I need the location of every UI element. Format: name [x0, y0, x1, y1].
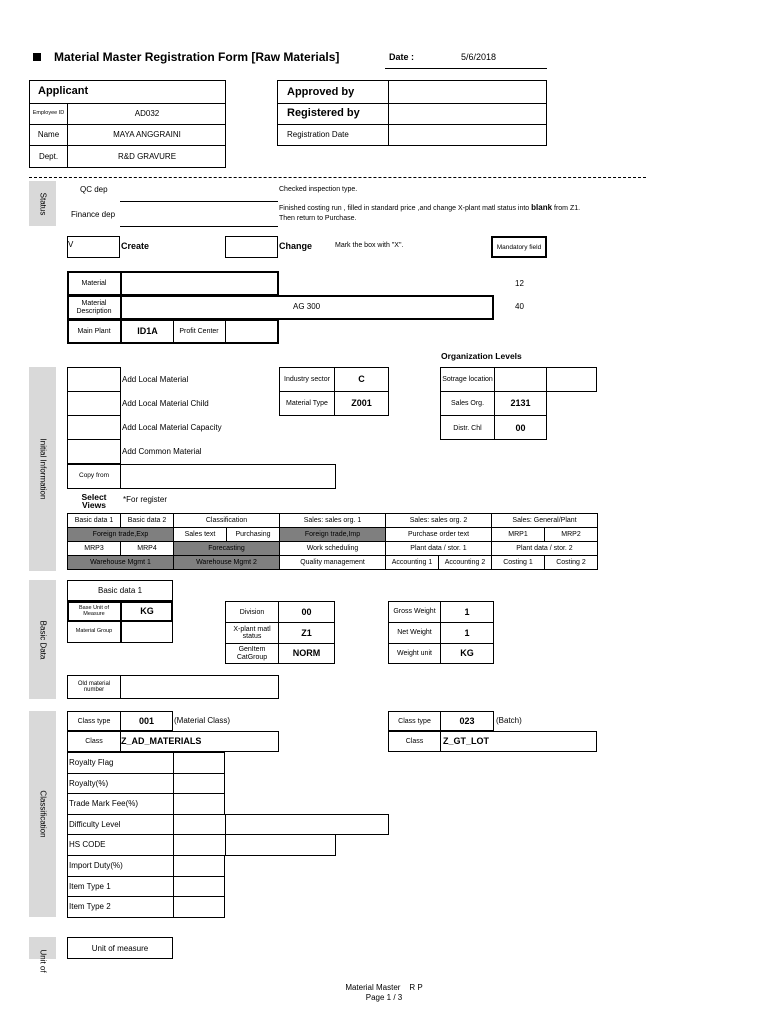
name-value[interactable]: MAYA ANGGRAINI	[113, 130, 181, 139]
view-option[interactable]: Costing 1	[492, 556, 545, 570]
status-note-2: Finished costing run , filled in standard price ,and change X-plant matl status into blank from Z1.	[279, 203, 581, 212]
create-label: Create	[121, 241, 150, 251]
dept-value[interactable]: R&D GRAVURE	[117, 151, 177, 161]
views-row	[68, 514, 598, 528]
registration-date-field[interactable]	[389, 125, 546, 145]
copy-from-label: Copy from	[79, 472, 109, 480]
status-note-3: Then return to Purchase.	[279, 215, 357, 222]
approved-by-label: Approved by	[287, 86, 355, 98]
class-1-value[interactable]: Z_AD_MATERIALS	[121, 736, 202, 746]
description-label: Material Description	[76, 300, 112, 315]
weight-unit-label: Weight unit	[397, 650, 432, 657]
classtype-2-label: Class type	[398, 717, 431, 725]
old-material-label: Old material number	[77, 680, 111, 693]
class-2-value[interactable]: Z_GT_LOT	[443, 736, 490, 746]
material-field[interactable]	[122, 273, 277, 294]
characteristic-value-field[interactable]	[174, 774, 225, 794]
view-option[interactable]: Warehouse Mgmt 2	[174, 556, 280, 570]
name-label: Name	[37, 130, 60, 139]
add-capacity-label: Add Local Material Capacity	[122, 423, 222, 432]
characteristic-label: Royalty Flag	[69, 758, 114, 767]
view-option[interactable]: Quality management	[280, 556, 386, 570]
add-child-label: Add Local Material Child	[122, 399, 209, 408]
employee-id-label: Employee ID	[32, 110, 65, 117]
status-side-label: Status	[29, 181, 56, 226]
view-option[interactable]: MRP3	[68, 542, 121, 556]
view-option[interactable]: Warehouse Mgmt 1	[68, 556, 174, 570]
footer-doc-name: Material Master R P	[345, 983, 423, 992]
view-option[interactable]: Work scheduling	[280, 542, 386, 556]
material-length: 12	[515, 279, 524, 288]
view-option[interactable]: Foreign trade,Imp	[280, 528, 386, 542]
characteristic-label: Import Duty(%)	[69, 861, 123, 870]
characteristic-value-field[interactable]	[174, 877, 225, 897]
views-row	[68, 556, 598, 570]
description-value[interactable]: AG 300	[293, 302, 321, 311]
classtype-2-note: (Batch)	[496, 716, 522, 725]
classtype-2-value[interactable]: 023	[459, 715, 475, 726]
employee-id-value: AD032	[134, 109, 160, 118]
view-option[interactable]: Sales text	[174, 528, 227, 542]
registered-by-label: Registered by	[287, 107, 360, 119]
for-register-note: *For register	[123, 495, 168, 504]
storage-location-label: Sotrage location	[442, 375, 493, 383]
material-type-label: Material Type	[286, 399, 328, 407]
view-option[interactable]: Plant data / stor. 2	[492, 542, 598, 556]
description-box	[67, 295, 494, 320]
add-common-label: Add Common Material	[122, 447, 202, 456]
copy-from-field[interactable]	[121, 465, 335, 488]
qc-dep-label: QC dep	[80, 185, 108, 194]
views-row	[68, 528, 598, 542]
distr-chl-value[interactable]: 00	[515, 422, 526, 433]
create-checkbox[interactable]	[67, 236, 120, 258]
division-value[interactable]: 00	[301, 606, 312, 617]
mandatory-field-legend: Mandatory field	[491, 236, 547, 258]
add-local-checkbox[interactable]	[68, 368, 120, 391]
material-group-field[interactable]	[122, 622, 172, 642]
view-option[interactable]: Sales: sales org. 1	[280, 514, 386, 528]
characteristic-value-field[interactable]	[174, 835, 225, 855]
date-label: Date :	[389, 52, 415, 62]
view-option[interactable]: Plant data / stor. 1	[386, 542, 492, 556]
registered-by-field[interactable]	[389, 104, 546, 124]
date-underline	[385, 68, 547, 69]
xplant-status-value[interactable]: Z1	[301, 627, 312, 638]
basic-data-side-label: Basic Data	[29, 580, 56, 699]
xplant-status-label: X-plant matl status	[233, 625, 271, 640]
classtype-1-label: Class type	[77, 717, 111, 725]
genitem-catgroup-value[interactable]: NORM	[292, 648, 321, 658]
characteristic-value-field[interactable]	[174, 794, 225, 814]
characteristic-label: Trade Mark Fee(%)	[69, 799, 139, 809]
basic-data-title-text: Basic data 1	[97, 585, 143, 595]
gross-weight-value[interactable]: 1	[464, 606, 470, 617]
mark-hint: Mark the box with "X".	[335, 242, 404, 249]
view-option[interactable]: MRP1	[492, 528, 545, 542]
section-divider	[29, 177, 646, 178]
add-common-checkbox[interactable]	[68, 440, 120, 463]
registration-date-label: Registration Date	[287, 130, 349, 139]
view-option[interactable]: Accounting 1	[386, 556, 439, 570]
add-capacity-checkbox[interactable]	[68, 416, 120, 439]
title-bullet-icon	[33, 53, 41, 61]
characteristic-label: Item Type 2	[69, 902, 111, 912]
classtype-1-value[interactable]: 001	[138, 715, 155, 726]
base-uom-value[interactable]: KG	[140, 606, 154, 616]
classtype-1-note: (Material Class)	[174, 716, 231, 725]
material-group-label: Material Group	[75, 628, 113, 635]
characteristic-value-field[interactable]	[174, 897, 225, 917]
page-title: Material Master Registration Form [Raw Materials]	[54, 50, 340, 64]
profit-center-label: Profit Center	[179, 327, 219, 335]
unit-side-label: Unit of	[29, 937, 56, 959]
classification-side-label: Classification	[29, 711, 56, 917]
characteristic-label: Difficulty Level	[69, 819, 121, 829]
net-weight-label: Net Weight	[397, 629, 432, 637]
genitem-catgroup-label: GenItem CatGroup	[236, 646, 268, 661]
characteristic-label: Royalty(%)	[69, 778, 109, 788]
qc-dep-field[interactable]	[120, 201, 278, 202]
views-row	[68, 542, 598, 556]
change-checkbox[interactable]	[225, 236, 278, 258]
view-option[interactable]: Costing 2	[545, 556, 598, 570]
characteristic-value-field[interactable]	[174, 815, 225, 835]
main-plant-label: Main Plant	[77, 328, 111, 335]
sales-org-value[interactable]: 2131	[510, 398, 531, 408]
storage-location-field[interactable]	[495, 368, 546, 391]
characteristic-value-field[interactable]	[174, 856, 225, 876]
view-option[interactable]: Forecasting	[174, 542, 280, 556]
initial-info-side-label: Initial Information	[29, 367, 56, 571]
material-type-value[interactable]: Z001	[351, 398, 372, 408]
add-child-checkbox[interactable]	[68, 392, 120, 415]
sales-org-label: Sales Org.	[450, 400, 485, 407]
view-option[interactable]: MRP2	[545, 528, 598, 542]
create-mark: V	[68, 240, 74, 249]
finance-dep-field[interactable]	[120, 226, 278, 227]
view-option[interactable]: Classification	[174, 514, 280, 528]
view-option[interactable]: Sales: sales org. 2	[386, 514, 492, 528]
distr-chl-label: Distr. Chl	[453, 424, 482, 432]
characteristic-label: Item Type 1	[69, 881, 111, 891]
division-label: Division	[239, 608, 265, 616]
gross-weight-label: Gross Weight	[393, 608, 436, 616]
view-option[interactable]: Sales: General/Plant	[492, 514, 598, 528]
select-views-table	[67, 513, 598, 570]
dept-label: Dept.	[38, 151, 59, 161]
description-length: 40	[515, 302, 524, 311]
class-1-label: Class	[85, 738, 103, 745]
finance-dep-label: Finance dep	[71, 210, 116, 219]
net-weight-value[interactable]: 1	[464, 627, 470, 638]
material-label: Material	[81, 280, 107, 287]
view-option[interactable]: MRP4	[121, 542, 174, 556]
main-plant-value[interactable]: ID1A	[137, 326, 158, 336]
change-label: Change	[279, 241, 313, 251]
select-views-heading: Select Views	[81, 491, 107, 510]
applicant-title: Applicant	[38, 85, 89, 97]
view-option[interactable]: Foreign trade,Exp	[68, 528, 174, 542]
view-option[interactable]: Basic data 2	[121, 514, 174, 528]
industry-sector-value[interactable]: C	[358, 374, 365, 384]
date-value: 5/6/2018	[461, 52, 497, 62]
view-option[interactable]: Basic data 1	[68, 514, 121, 528]
base-uom-label: Base Unit of Measure	[79, 604, 109, 617]
view-option[interactable]: Purchase order text	[386, 528, 492, 542]
approved-by-field[interactable]	[389, 81, 546, 103]
storage-extra-cell[interactable]	[546, 367, 597, 392]
view-option[interactable]: Accounting 2	[439, 556, 492, 570]
footer-page-number: Page 1 / 3	[365, 993, 403, 1002]
add-local-label: Add Local Material	[122, 375, 189, 384]
characteristic-value-field[interactable]	[174, 753, 225, 773]
weight-unit-value[interactable]: KG	[460, 648, 474, 658]
unit-of-measure-box: Unit of measure	[67, 937, 173, 959]
characteristic-label: HS CODE	[69, 840, 106, 850]
status-note-1: Checked inspection type.	[279, 186, 358, 193]
view-option[interactable]: Purchasing	[227, 528, 280, 542]
industry-sector-label: Industry sector	[284, 375, 330, 383]
class-2-label: Class	[405, 738, 424, 745]
organization-levels-heading: Organization Levels	[441, 351, 522, 361]
old-material-field[interactable]	[121, 676, 278, 698]
